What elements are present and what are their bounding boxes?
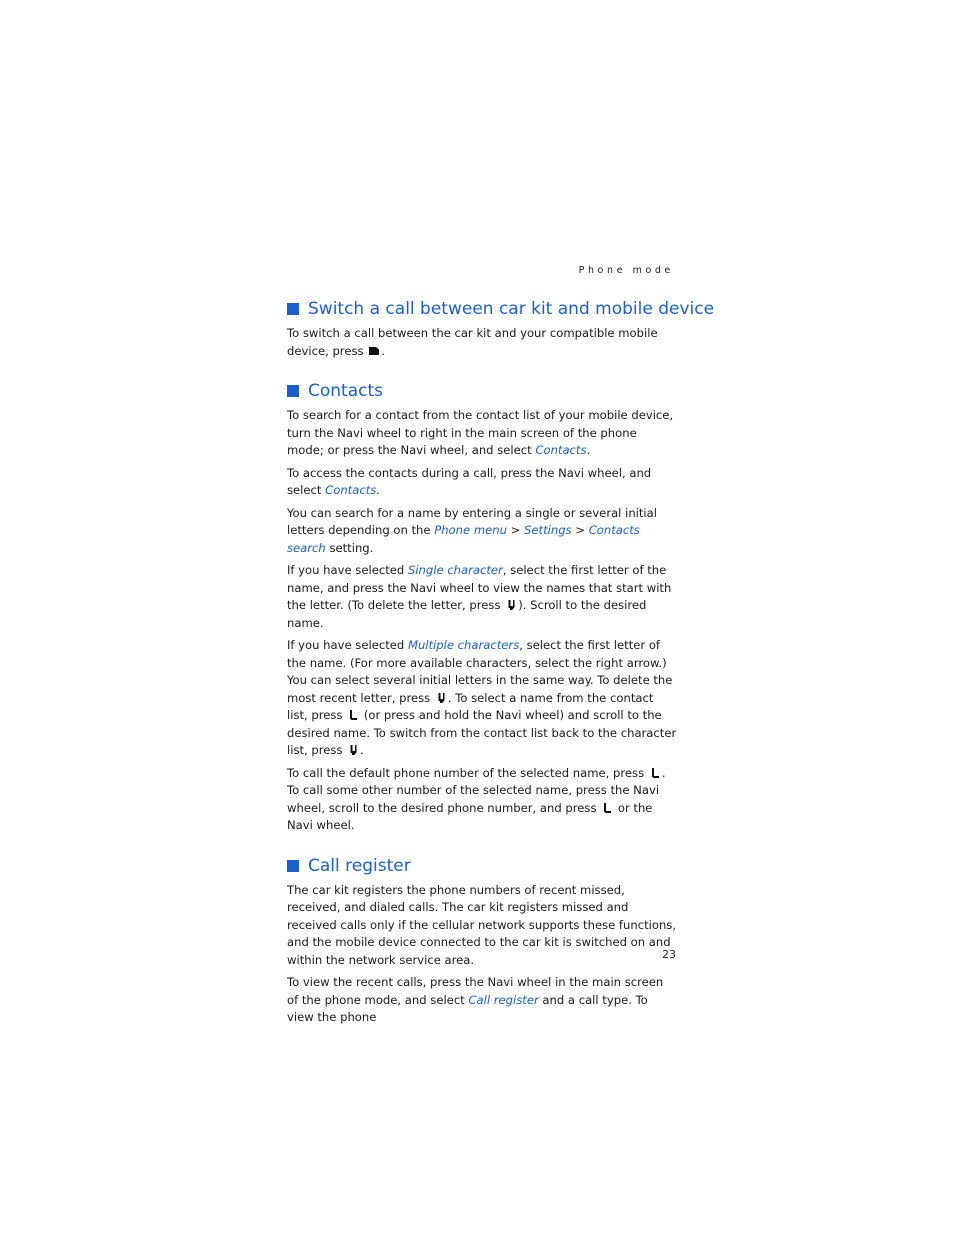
call-key-icon [649, 767, 661, 779]
text: . [586, 443, 591, 457]
text: . [381, 343, 385, 358]
text: If you have selected [287, 563, 408, 577]
paragraph [287, 325, 677, 360]
text: or the Navi wheel. [287, 800, 653, 832]
text: > [571, 523, 589, 537]
text: To search for a contact from the contact list of your mobile device, turn the Navi wheel to right in the main screen of the phone mode; or press the Navi wheel, and select [287, 408, 674, 457]
text: . To select a name from the contact list, press [287, 690, 654, 722]
page-content [287, 298, 715, 1032]
menu-reference: Single character [407, 563, 503, 577]
text: The car kit registers the phone numbers of recent missed, received, and dialed calls. The car kit registers missed and received calls only if the cellular network supports these functions, and the mobile device connected to the car kit is switched on and within the network service area. [287, 882, 677, 967]
text: ). Scroll to the desired name. [287, 598, 647, 630]
heading-square-icon [287, 303, 299, 315]
text: You can search for a name by entering a single or several initial letters depending on the [287, 505, 657, 537]
section-heading-switch-call [287, 298, 715, 320]
text: > [506, 523, 525, 537]
menu-reference: Call register [468, 992, 539, 1007]
paragraph [287, 765, 677, 835]
running-header: Phone mode [578, 265, 674, 276]
text: To call the default phone number of the selected name, press [287, 765, 648, 780]
text: . To call some other number of the selected name, press the Navi wheel, scroll to the desired phone number, and press [287, 765, 666, 815]
paragraph [287, 882, 677, 970]
menu-reference: Contacts search [287, 523, 640, 555]
menu-reference: Contacts [535, 443, 587, 457]
paragraph [287, 637, 677, 760]
clear-key-icon [435, 692, 447, 704]
menu-reference: Multiple characters [407, 638, 520, 652]
text: setting. [325, 540, 374, 555]
menu-reference: Phone menu [434, 523, 507, 537]
call-key-icon [347, 709, 359, 721]
call-key-icon [601, 802, 613, 814]
section-heading-call-register [287, 855, 677, 877]
switch-audio-key-icon [368, 345, 380, 357]
text: To switch a call between the car kit and your compatible mobile device, press [287, 326, 658, 358]
text: and a call type. To view the phone [287, 992, 648, 1024]
text: (or press and hold the Navi wheel) and scroll to the desired name. To switch from the contact list back to the character list, press [287, 708, 677, 757]
paragraph [287, 465, 677, 500]
heading-square-icon [287, 385, 299, 397]
text: . [376, 483, 380, 497]
heading-text: Contacts [308, 381, 383, 401]
menu-reference: Contacts [325, 483, 377, 497]
text: To view the recent calls, press the Navi wheel in the main screen of the phone mode, and select [287, 975, 664, 1007]
heading-text: Switch a call between car kit and mobile device [308, 299, 715, 319]
text: If you have selected [287, 638, 408, 652]
text: To access the contacts during a call, press the Navi wheel, and select [287, 465, 652, 497]
clear-key-icon [505, 599, 517, 611]
paragraph [287, 562, 677, 632]
menu-reference: Settings [524, 523, 572, 537]
text: , select the first letter of the name. (For more available characters, select the right arrow.) You can select several initial letters in the same way. To delete the most recent letter, press [287, 638, 673, 705]
heading-text: Call register [308, 855, 411, 876]
page-number: 23 [662, 948, 676, 961]
text: , select the first letter of the name, and press the Navi wheel to view the names that start with the letter. (To delete the letter, press [287, 563, 672, 612]
paragraph [287, 407, 677, 460]
clear-key-icon [347, 744, 359, 756]
paragraph [287, 505, 677, 558]
heading-square-icon [287, 860, 299, 872]
paragraph [287, 974, 677, 1027]
text: . [360, 743, 364, 757]
section-heading-contacts [287, 380, 677, 402]
